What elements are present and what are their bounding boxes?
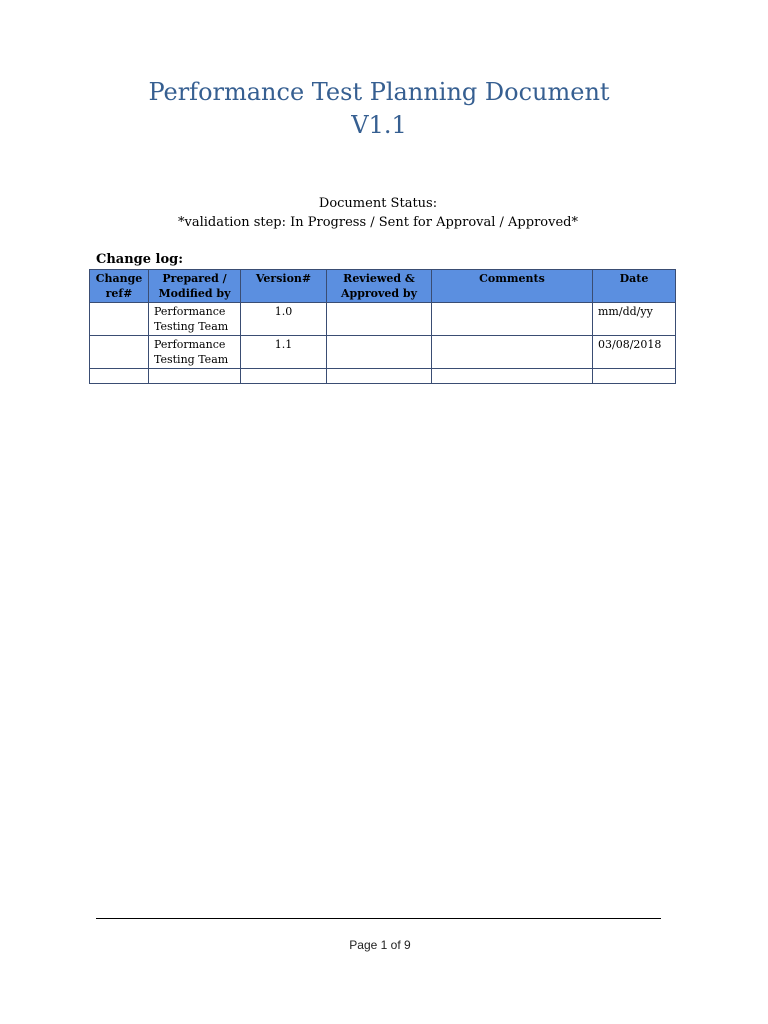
column-header-prepared-by: Prepared / Modified by: [149, 270, 241, 303]
column-header-version: Version#: [241, 270, 327, 303]
change-log-table: [89, 269, 676, 384]
table-row: [90, 369, 676, 384]
title-line-2: V1.1: [351, 111, 407, 139]
table-row: [90, 336, 676, 369]
column-header-reviewed-by: Reviewed & Approved by: [327, 270, 432, 303]
cell-prepared-by: [149, 369, 241, 384]
table-row: [90, 303, 676, 336]
cell-date: mm/dd/yy: [593, 303, 676, 336]
cell-change-ref: [90, 336, 149, 369]
cell-comments: [432, 336, 593, 369]
change-log-label: Change log:: [96, 252, 184, 267]
page-number: Page 1 of 9: [349, 938, 411, 952]
cell-reviewed-by: [327, 369, 432, 384]
cell-date: 03/08/2018: [593, 336, 676, 369]
cell-version: 1.1: [241, 336, 327, 369]
cell-comments: [432, 369, 593, 384]
cell-version: 1.0: [241, 303, 327, 336]
cell-prepared-by: Performance Testing Team: [149, 336, 241, 369]
footer-divider: [96, 918, 661, 919]
document-status-text: *validation step: In Progress / Sent for Approval / Approved*: [178, 215, 578, 230]
title-line-1: Performance Test Planning Document: [148, 78, 610, 106]
cell-reviewed-by: [327, 303, 432, 336]
cell-date: [593, 369, 676, 384]
cell-reviewed-by: [327, 336, 432, 369]
column-header-comments: Comments: [432, 270, 593, 303]
cell-prepared-by: Performance Testing Team: [149, 303, 241, 336]
table-header-row: [90, 270, 676, 303]
cell-comments: [432, 303, 593, 336]
document-status-heading: Document Status:: [318, 196, 438, 211]
column-header-change-ref: Change ref#: [90, 270, 149, 303]
cell-change-ref: [90, 303, 149, 336]
column-header-date: Date: [593, 270, 676, 303]
cell-version: [241, 369, 327, 384]
cell-change-ref: [90, 369, 149, 384]
document-title: [0, 76, 758, 142]
